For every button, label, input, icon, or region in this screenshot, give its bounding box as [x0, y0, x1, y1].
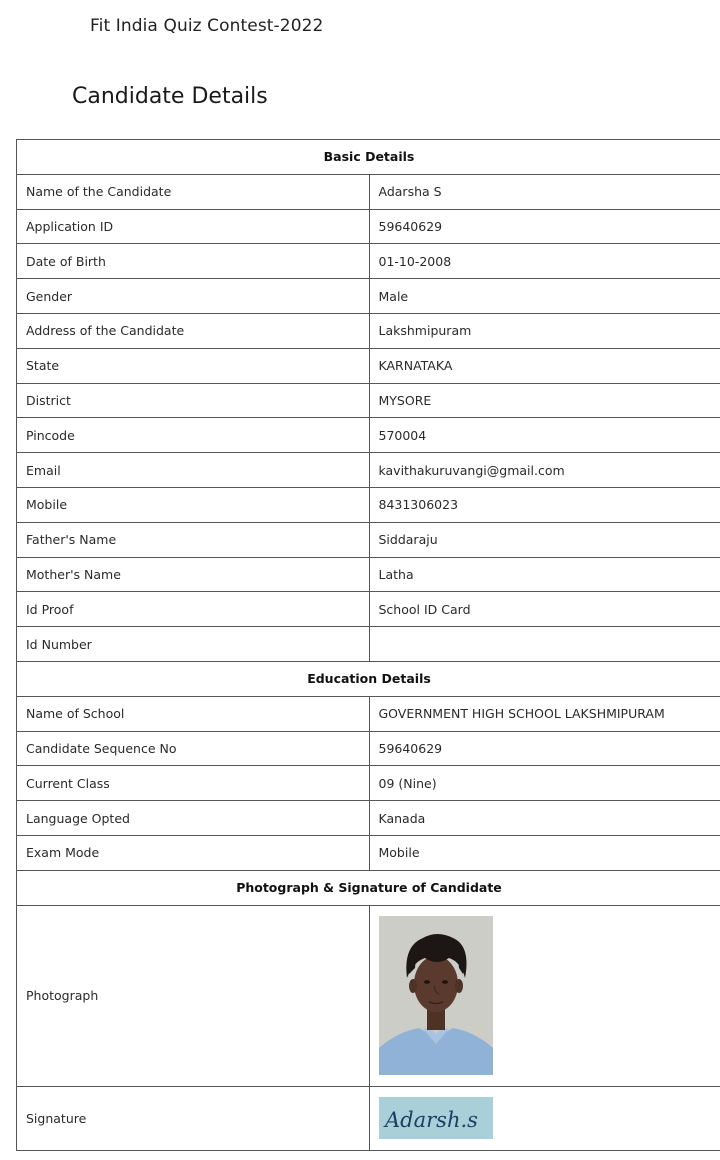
- row-value-gender: Male: [369, 279, 720, 314]
- row-value-mothers-name: Latha: [369, 557, 720, 592]
- svg-text:Adarsh.s: Adarsh.s: [384, 1108, 478, 1133]
- row-label-pincode: Pincode: [17, 418, 370, 453]
- section-title-photo-signature: Photograph & Signature of Candidate: [17, 870, 720, 905]
- signature-cell: [369, 1086, 720, 1150]
- table-row: [17, 209, 720, 244]
- table-row: [17, 453, 720, 488]
- table-row-photograph: [17, 905, 720, 1086]
- row-label-fathers-name: Father's Name: [17, 522, 370, 557]
- row-label-exam-mode: Exam Mode: [17, 835, 370, 870]
- row-value-mobile: 8431306023: [369, 487, 720, 522]
- row-label-mobile: Mobile: [17, 487, 370, 522]
- row-label-mothers-name: Mother's Name: [17, 557, 370, 592]
- row-value-candidate-name: Adarsha S: [369, 174, 720, 209]
- row-label-current-class: Current Class: [17, 766, 370, 801]
- row-label-sequence-no: Candidate Sequence No: [17, 731, 370, 766]
- row-value-state: KARNATAKA: [369, 348, 720, 383]
- row-label-school-name: Name of School: [17, 696, 370, 731]
- row-value-id-number: [369, 627, 720, 662]
- row-label-language-opted: Language Opted: [17, 801, 370, 836]
- table-row: [17, 627, 720, 662]
- row-value-exam-mode: Mobile: [369, 835, 720, 870]
- table-row: [17, 522, 720, 557]
- table-row: [17, 313, 720, 348]
- table-row: [17, 801, 720, 836]
- candidate-signature: [379, 1097, 493, 1139]
- row-value-application-id: 59640629: [369, 209, 720, 244]
- section-header-basic: [17, 140, 720, 175]
- row-value-sequence-no: 59640629: [369, 731, 720, 766]
- table-row: [17, 592, 720, 627]
- row-label-photograph: Photograph: [17, 905, 370, 1086]
- table-row: [17, 557, 720, 592]
- table-row: [17, 835, 720, 870]
- row-label-candidate-name: Name of the Candidate: [17, 174, 370, 209]
- candidate-details-table: [16, 139, 720, 1151]
- row-label-date-of-birth: Date of Birth: [17, 244, 370, 279]
- row-value-school-name: GOVERNMENT HIGH SCHOOL LAKSHMIPURAM: [369, 696, 720, 731]
- row-label-gender: Gender: [17, 279, 370, 314]
- row-label-id-number: Id Number: [17, 627, 370, 662]
- row-value-fathers-name: Siddaraju: [369, 522, 720, 557]
- table-row: [17, 348, 720, 383]
- table-row-signature: [17, 1086, 720, 1150]
- section-title-education-details: Education Details: [17, 661, 720, 696]
- row-label-district: District: [17, 383, 370, 418]
- table-row: [17, 279, 720, 314]
- table-row: [17, 731, 720, 766]
- section-header-education: [17, 661, 720, 696]
- table-row: [17, 696, 720, 731]
- section-header-photo-signature: [17, 870, 720, 905]
- row-value-pincode: 570004: [369, 418, 720, 453]
- table-row: [17, 244, 720, 279]
- row-value-current-class: 09 (Nine): [369, 766, 720, 801]
- row-label-email: Email: [17, 453, 370, 488]
- row-label-signature: Signature: [17, 1086, 370, 1150]
- section-title-basic-details: Basic Details: [17, 140, 720, 175]
- photograph-cell: [369, 905, 720, 1086]
- row-label-address: Address of the Candidate: [17, 313, 370, 348]
- row-label-state: State: [17, 348, 370, 383]
- table-row: [17, 418, 720, 453]
- candidate-photo: [379, 916, 493, 1075]
- table-row: [17, 766, 720, 801]
- table-row: [17, 383, 720, 418]
- page-title: Candidate Details: [72, 84, 268, 109]
- table-row: [17, 487, 720, 522]
- row-label-id-proof: Id Proof: [17, 592, 370, 627]
- contest-title: Fit India Quiz Contest-2022: [90, 16, 324, 36]
- row-value-district: MYSORE: [369, 383, 720, 418]
- row-value-language-opted: Kanada: [369, 801, 720, 836]
- row-value-date-of-birth: 01-10-2008: [369, 244, 720, 279]
- row-label-application-id: Application ID: [17, 209, 370, 244]
- row-value-address: Lakshmipuram: [369, 313, 720, 348]
- row-value-email: kavithakuruvangi@gmail.com: [369, 453, 720, 488]
- row-value-id-proof: School ID Card: [369, 592, 720, 627]
- table-row: [17, 174, 720, 209]
